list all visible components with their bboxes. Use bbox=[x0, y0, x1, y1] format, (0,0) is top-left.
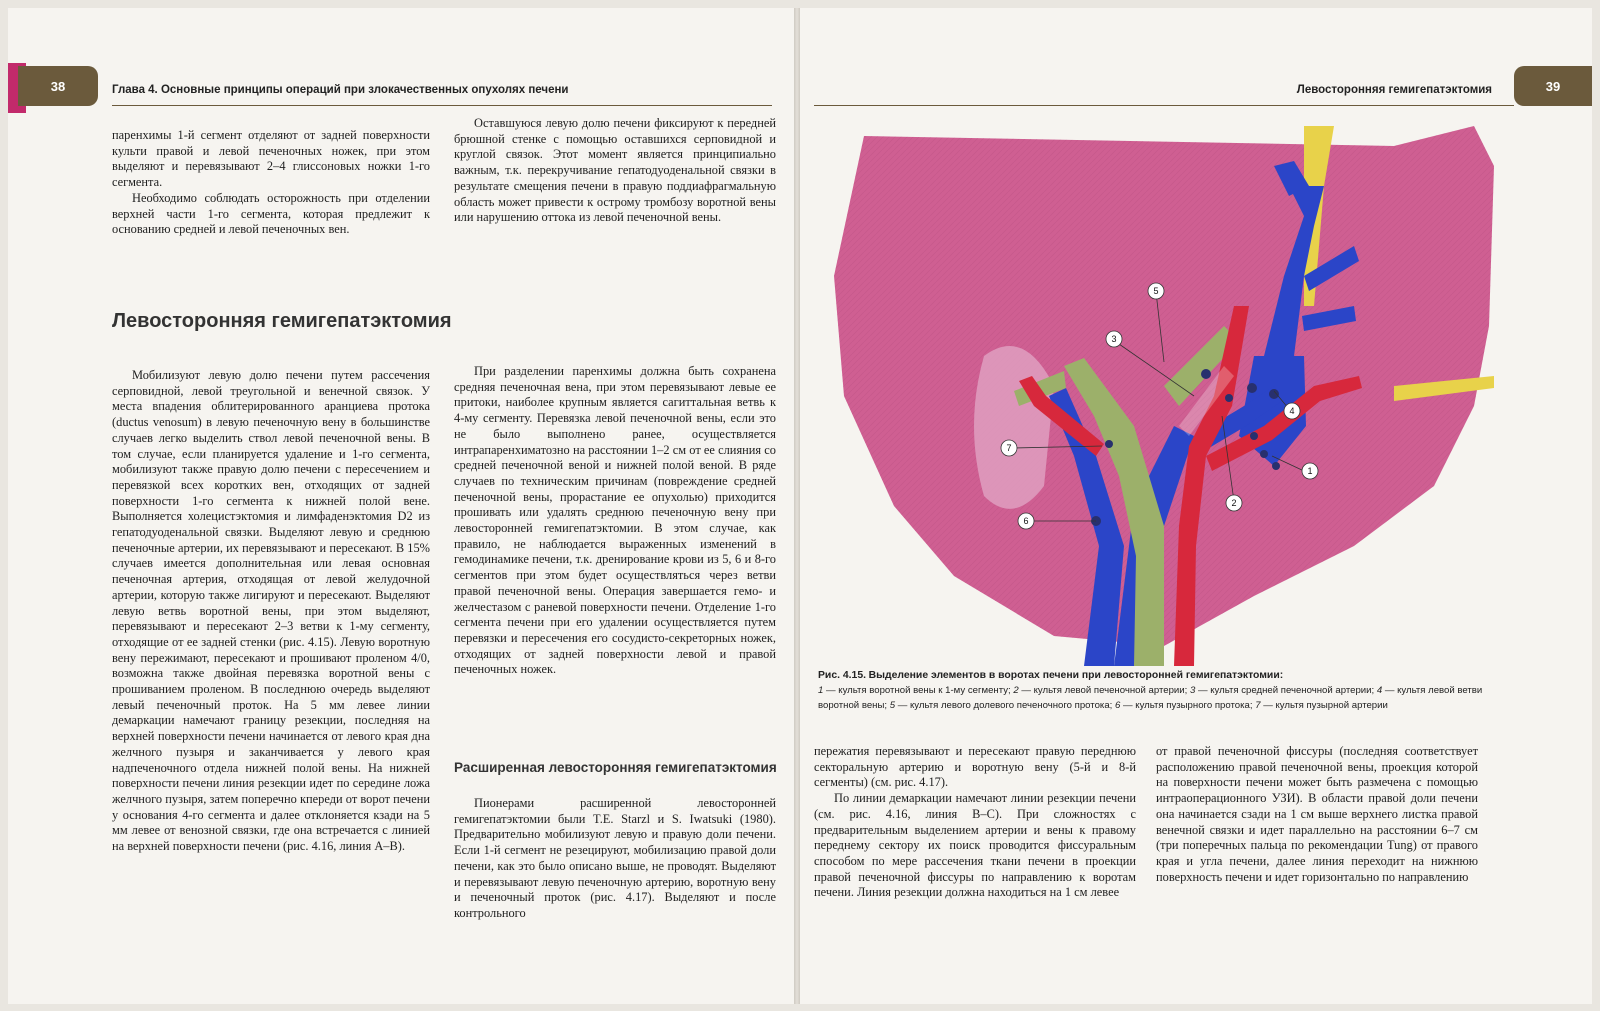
paragraph: Оставшуюся левую долю печени фиксируют к передней брюшной стенке с помощью оставшихся серповидной и круглой связок. Этот момент является принципиально важным, т.к. перекручивание гепатодуоденальной связки в результате смещения печени в правую поддиафрагмальную область может привести к острому тромбозу воротной вены или нарушению оттока из левой печеночной вены. bbox=[454, 116, 776, 225]
paragraph: Мобилизуют левую долю печени путем рассечения серповидной, левой треугольной и венечной связок. У места впадения облитерированного аранциева протока (ductus venosum) в левую печеночную вену в большинстве случаев легко выделить ствол левой печеночной вены. В том случае, если планируется удаление и 1-го сегмента, мобилизуют также правую долю печени с пересечением и перевязкой всех коротких вен, отходящих от задней поверхности 1-го сегмента к нижней полой вене. Выполняется холецистэктомия и лимфаденэктомия D2 из гепатодуоденальной связки. Выделяют левую и среднюю печеночные артерии, их перевязывают и пересекают. В 15% случаев имеется дополнительная или левая основная печеночная артерия, отходящая от левой желудочной артерии, которую также лигируют и пересекают. Выделяют левую ветвь воротной вены, при этом выделяют, перевязывают и пересекают 2–3 ветви к 1-му сегменту, отходящие от ее задней стенки (рис. 4.15). Левую воротную вену пережимают, пересекают и прошивают проленом 4/0, возможна также двойная перевязка воротной вены с прошиванием проленом. В последнюю очередь выделяют левый печеночный проток. На 5 мм левее линии демаркации намечают границу резекции, последняя на верхней поверхности печени начинается от левого края дна желчного пузыря и заканчивается у левого края надпеченочного отдела нижней полой вены. На нижней поверхности печени линия резекции идет по середине ложа желчного пузыря, затем поперечно кпереди от ворот печени у основания 4-го сегмента и далее отклоняется кзади на 5 мм левее от венозной связки, где она встречается с линией на верхней поверхности печени (рис. 4.16, линия А–В). bbox=[112, 368, 430, 854]
left-page bbox=[8, 8, 794, 1004]
paragraph: от правой печеночной фиссуры (последняя соответствует расположению правой печеночной вены, проекция которой на поверхности печени может быть размечена с помощью интраоперационного УЗИ). В области правой доли печени она начинается сзади на 1 см выше верхнего листка правой венечной связки и идет параллельно на расстоянии 6–7 см (три поперечных пальца по рекомендации Tung) от правого края и угла печени, далее линия переходит на нижнюю поверхность печени и идет горизонтально по направлению bbox=[1156, 744, 1478, 884]
chapter-title: Основные принципы операций при злокачественных опухолях печени bbox=[160, 84, 569, 96]
text-column-top-2 bbox=[454, 116, 776, 226]
caption-item-text: — культя средней печеночной артерии; bbox=[1195, 685, 1377, 696]
caption-item-text: — культя пузырного протока; bbox=[1120, 700, 1256, 711]
caption-item-number: 5 bbox=[889, 700, 896, 711]
text-column-bottom-1 bbox=[814, 744, 1136, 901]
callout-2: 2 bbox=[1231, 498, 1237, 508]
callout-6: 6 bbox=[1023, 516, 1029, 526]
paragraph: Необходимо соблюдать осторожность при отделении верхней части 1-го сегмента, которая предлежит к основанию средней и левой печеночных вен. bbox=[112, 190, 430, 237]
caption-item-number: 7 bbox=[1255, 700, 1261, 711]
section-title: Левосторонняя гемигепатэктомия bbox=[112, 310, 452, 332]
text-column-top-1 bbox=[112, 128, 430, 238]
chapter-label: Глава 4. bbox=[112, 84, 158, 96]
paragraph: паренхимы 1-й сегмент отделяют от задней поверхности культи правой и левой печеночных ножек, при этом выделяют и перевязывают 2–4 глиссоновых ножки 1-го сегмента. bbox=[112, 128, 430, 190]
callout-3: 3 bbox=[1111, 334, 1117, 344]
caption-item-number: 6 bbox=[1115, 700, 1121, 711]
caption-items bbox=[818, 685, 1482, 711]
figure-caption bbox=[818, 668, 1513, 713]
caption-item-number: 1 bbox=[818, 685, 824, 696]
text-column-sub bbox=[454, 796, 776, 922]
caption-item-number: 4 bbox=[1376, 685, 1383, 696]
text-column-main-2 bbox=[454, 364, 776, 678]
page-number: 38 bbox=[50, 78, 66, 94]
caption-item-text: — культя левой печеночной артерии; bbox=[1018, 685, 1190, 696]
caption-title: Выделение элементов в воротах печени при левосторонней гемигепатэктомии: bbox=[868, 670, 1284, 681]
page-number-right: 39 bbox=[1545, 78, 1561, 94]
gallbladder-bed bbox=[974, 346, 1054, 509]
caption-item-text: — культя левой ветви воротной вены; bbox=[818, 685, 1483, 711]
callout-4: 4 bbox=[1289, 406, 1295, 416]
subsection-title: Расширенная левосторонняя гемигепатэктомия bbox=[454, 760, 777, 775]
caption-item-number: 3 bbox=[1189, 685, 1196, 696]
header-rule bbox=[112, 105, 772, 106]
page-number-tab-right bbox=[1514, 66, 1592, 106]
liver-hilum-illustration bbox=[834, 126, 1524, 666]
paragraph: По линии демаркации намечают линии резекции печени (см. рис. 4.16, линия В–С). При сложностях с предварительным выделением артерии и вены к правому переднему сектору их поиск проводится фиссуральным способом по мере рассечения ткани печени в проекции правой печеночной фиссуры по направлению к воротам печени. Линия резекции должна находиться на 1 см левее bbox=[814, 791, 1136, 900]
paragraph: При разделении паренхимы должна быть сохранена средняя печеночная вена, при этом перевязывают левые ее притоки, наиболее крупным является сагиттальная ветвь к 4-му сегменту. Перевязка левой печеночной вены, если это не было выполнено ранее, осуществляется интрапаренхиматозно на расстоянии 1–2 см от ее слияния со средней печеночной веной и нижней полой веной. В ряде случаев по техническим причинам (повреждение средней печеночной вены, прорастание ее опухолью) приходится прошивать или удалять среднюю печеночную вену при левосторонней гемигепатэктомии. В этом случае, как правило, не наблюдается выраженных изменений в гемодинамике печени, т.к. дренирование крови из 5, 6 и 8-го сегментов при этом будет осуществляться через ветви правой печеночной вены. Операция завершается гемо- и желчестазом с раневой поверхности печени. Отделение 1-го сегмента печени при его удалении осуществляется путем перевязки и пересечения его сосудисто-секреторных ножек, отходящих от задней поверхности левой и правой печеночных ножек. bbox=[454, 364, 776, 677]
running-head bbox=[112, 84, 568, 96]
paragraph: пережатия перевязывают и пересекают правую переднюю секторальную артерию и воротную вену (5-й и 8-й сегменты) (см. рис. 4.17). bbox=[814, 744, 1136, 790]
callout-1: 1 bbox=[1307, 466, 1313, 476]
caption-item-text: — культя пузырной артерии bbox=[1260, 700, 1388, 711]
caption-item-text: — культя левого долевого печеночного протока; bbox=[895, 700, 1116, 711]
header-rule-right bbox=[814, 105, 1514, 106]
text-column-bottom-2 bbox=[1156, 744, 1478, 885]
callout-7: 7 bbox=[1006, 443, 1012, 453]
right-page bbox=[800, 8, 1592, 1004]
callout-5: 5 bbox=[1153, 286, 1159, 296]
caption-item-number: 2 bbox=[1013, 685, 1019, 696]
text-column-main-1 bbox=[112, 368, 430, 855]
page-number-tab bbox=[18, 66, 98, 106]
running-head-right: Левосторонняя гемигепатэктомия bbox=[1296, 84, 1492, 96]
caption-label: Рис. 4.15. bbox=[818, 670, 866, 681]
caption-item-text: — культя воротной вены к 1-му сегменту; bbox=[823, 685, 1014, 696]
paragraph: Пионерами расширенной левосторонней гемигепатэктомии были T.E. Starzl и S. Iwatsuki (1980). Предварительно мобилизуют левую и правую доли печени. Если 1-й сегмент не резецируют, мобилизацию правой доли печени, как это было описано выше, не проводят. Выделяют и перевязывают левую печеночную артерию, воротную вену и печеночный проток (рис. 4.17). Выделяют и после контрольного bbox=[454, 796, 776, 920]
